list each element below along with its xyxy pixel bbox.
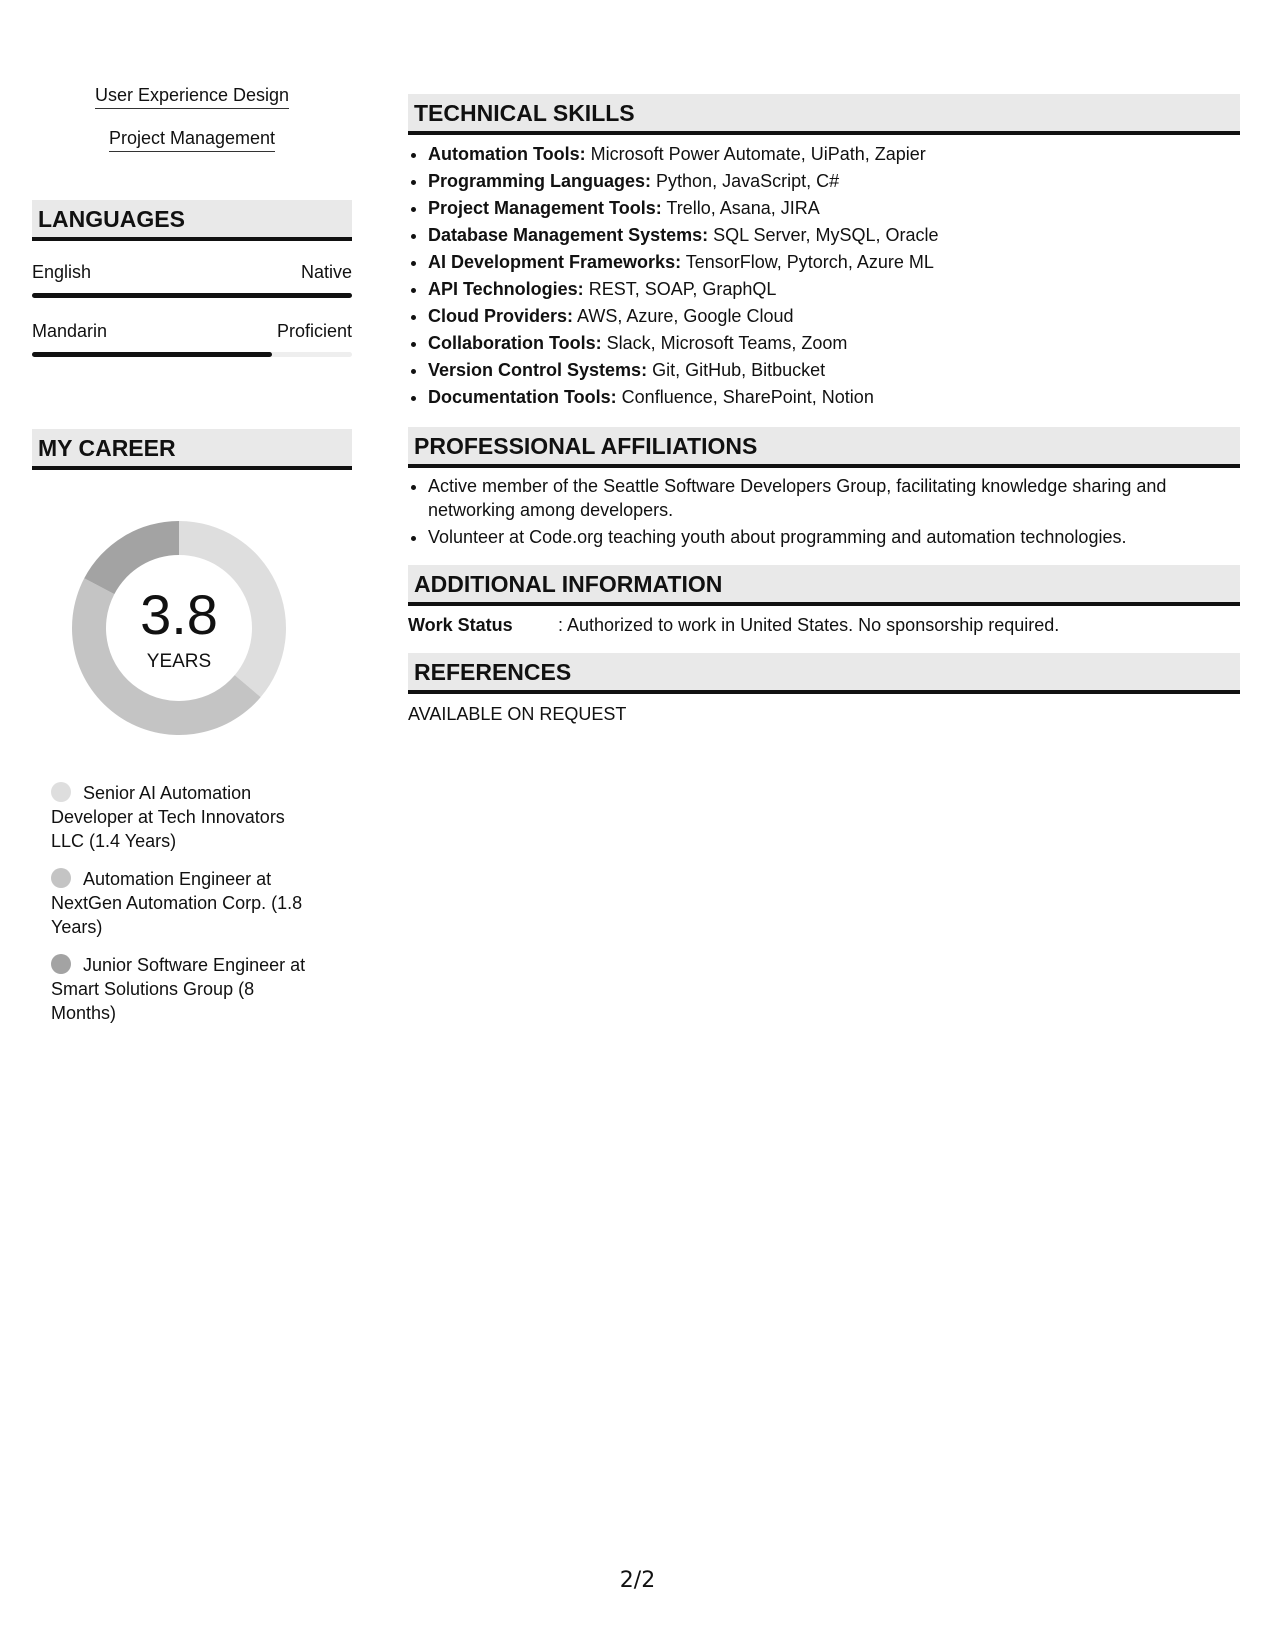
- legend-dot-icon: [51, 782, 71, 802]
- language-level: Proficient: [276, 321, 352, 341]
- affiliations-list: [408, 474, 1240, 549]
- skill-item: [428, 330, 1240, 357]
- affiliations-heading: PROFESSIONAL AFFILIATIONS: [408, 427, 1240, 468]
- affiliations-section: [408, 427, 1240, 549]
- skill-value: Trello, Asana, JIRA: [661, 198, 820, 218]
- skill-value: Confluence, SharePoint, Notion: [616, 387, 874, 407]
- affiliation-item: • Active member of the Seattle Software Developers Group, facilitating knowledge sharing and networking among developers.: [428, 474, 1240, 522]
- technical-skills-list: [408, 141, 1240, 411]
- career-total-value: 3.8: [140, 583, 218, 646]
- career-legend-item: [51, 781, 321, 853]
- career-legend-label: Senior AI Automation Developer at Tech Innovators LLC (1.4 Years): [51, 783, 285, 851]
- skill-value: Git, GitHub, Bitbucket: [647, 360, 826, 380]
- career-section: [32, 429, 352, 1025]
- references-heading: REFERENCES: [408, 653, 1240, 694]
- skill-label: Database Management Systems:: [428, 225, 709, 245]
- skill-value: Microsoft Power Automate, UiPath, Zapier: [585, 144, 926, 164]
- additional-info-heading: ADDITIONAL INFORMATION: [408, 565, 1240, 606]
- donut-center: [64, 513, 294, 743]
- language-name: English: [32, 262, 92, 282]
- work-status-row: [408, 613, 1240, 637]
- legend-dot-icon: [51, 954, 71, 974]
- skill-value: Slack, Microsoft Teams, Zoom: [601, 333, 848, 353]
- skill-label: Documentation Tools:: [428, 387, 617, 407]
- skill-item: [428, 195, 1240, 222]
- language-name: Mandarin: [32, 321, 108, 341]
- career-legend-label: Junior Software Engineer at Smart Solutions Group (8 Months): [51, 955, 306, 1023]
- skill-item: [428, 168, 1240, 195]
- technical-skills-section: [408, 94, 1240, 411]
- career-heading: MY CAREER: [32, 429, 352, 470]
- skill-value: SQL Server, MySQL, Oracle: [708, 225, 939, 245]
- skill-label: Collaboration Tools:: [428, 333, 602, 353]
- language-level: Native: [300, 262, 352, 282]
- legend-dot-icon: [51, 868, 71, 888]
- language-item: [32, 320, 352, 357]
- language-proficiency-fill: [32, 293, 352, 298]
- skill-item: [428, 249, 1240, 276]
- skill-item: [428, 303, 1240, 330]
- page-number: 2/2: [619, 1568, 656, 1593]
- skill-label: AI Development Frameworks:: [428, 252, 682, 272]
- references-text: AVAILABLE ON REQUEST: [408, 704, 627, 724]
- skill-item: [428, 384, 1240, 411]
- references-section: [408, 653, 1240, 726]
- skill-label: Project Management Tools:: [428, 198, 662, 218]
- language-proficiency-fill: [32, 352, 272, 357]
- skill-label: Programming Languages:: [428, 171, 652, 191]
- languages-section: [32, 200, 352, 357]
- career-legend: [51, 781, 321, 1025]
- languages-heading: LANGUAGES: [32, 200, 352, 241]
- work-status-value: : Authorized to work in United States. No sponsorship required.: [558, 615, 1060, 635]
- career-legend-label: Automation Engineer at NextGen Automation Corp. (1.8 Years): [51, 869, 303, 937]
- skill-value: Python, JavaScript, C#: [651, 171, 840, 191]
- career-donut-chart: [64, 513, 294, 743]
- skill-item: [428, 141, 1240, 168]
- skill-label: Cloud Providers:: [428, 306, 574, 326]
- language-proficiency-bar: [32, 293, 352, 298]
- affiliation-item: • Volunteer at Code.org teaching youth about programming and automation technologies.: [428, 525, 1240, 549]
- skill-label: Automation Tools:: [428, 144, 586, 164]
- skill-label: API Technologies:: [428, 279, 584, 299]
- interests-list: [32, 84, 352, 170]
- career-legend-item: [51, 953, 321, 1025]
- language-proficiency-bar: [32, 352, 352, 357]
- skill-item: [428, 276, 1240, 303]
- skill-label: Version Control Systems:: [428, 360, 648, 380]
- career-total-unit: YEARS: [146, 651, 212, 672]
- main-column: [408, 94, 1240, 726]
- additional-info-section: [408, 565, 1240, 637]
- language-item: [32, 261, 352, 298]
- interest-item: Project Management: [109, 127, 275, 152]
- sidebar: [32, 84, 352, 1039]
- skill-item: [428, 222, 1240, 249]
- skill-value: AWS, Azure, Google Cloud: [573, 306, 794, 326]
- interest-item: User Experience Design: [95, 84, 289, 109]
- technical-skills-heading: TECHNICAL SKILLS: [408, 94, 1240, 135]
- work-status-label: Work Status: [408, 615, 513, 635]
- skill-value: TensorFlow, Pytorch, Azure ML: [681, 252, 934, 272]
- skill-value: REST, SOAP, GraphQL: [583, 279, 777, 299]
- skill-item: [428, 357, 1240, 384]
- career-legend-item: [51, 867, 321, 939]
